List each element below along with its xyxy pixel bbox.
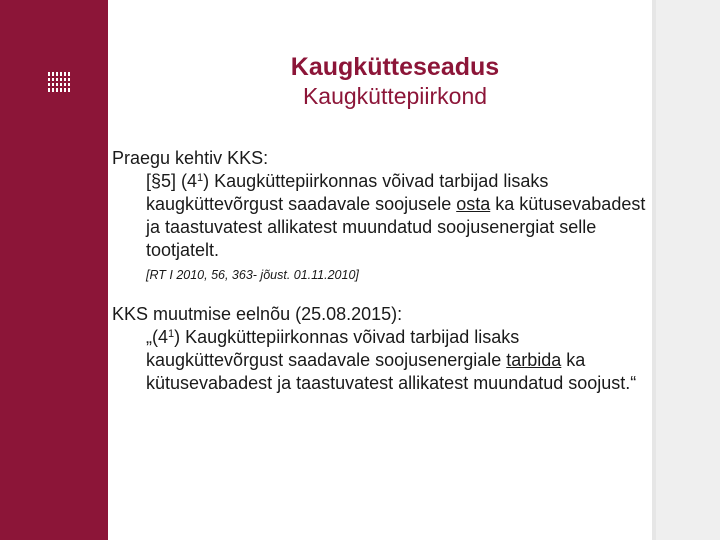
- current-law-text-part-1: ) Kaugküttepiirkonnas võivad tarbijad lisaks kaugküttevõrgust saadavale soojusele: [146, 171, 549, 214]
- draft-law-underlined-word: tarbida: [506, 350, 562, 370]
- current-law-underlined-word: osta: [456, 194, 491, 214]
- current-law-citation: [RT I 2010, 56, 363- jõust. 01.11.2010]: [146, 268, 359, 282]
- current-law-ref-superscript: 1: [197, 172, 204, 184]
- slide-content: [112, 147, 647, 395]
- section-gap: [112, 283, 647, 303]
- draft-law-ref-superscript: 1: [168, 328, 175, 340]
- draft-law-text-part-1: ) Kaugküttepiirkonnas võivad tarbijad lisaks kaugküttevõrgust saadavale soojusenergiale: [146, 327, 520, 370]
- slide-title: Kaugkütteseadus: [290, 53, 500, 81]
- current-law-text: [146, 170, 647, 262]
- current-law-heading: Praegu kehtiv KKS:: [112, 148, 269, 168]
- current-law-text-part-2: ka kütusevabadest ja taastuvatest allikatest muundatud soojusenergiat selle tootjatelt.: [146, 194, 646, 260]
- right-decorative-band: [652, 0, 720, 540]
- draft-law-text-part-2: ka kütusevabadest ja taastuvatest allikatest muundatud soojust.“: [146, 350, 637, 393]
- current-law-ref: [§5] (4: [146, 171, 198, 191]
- draft-law-ref: „(4: [146, 327, 168, 347]
- draft-law-text: [146, 326, 647, 395]
- title-block: [108, 52, 652, 110]
- university-logo-icon: [47, 70, 71, 94]
- slide-subtitle: Kaugküttepiirkond: [302, 83, 488, 109]
- left-brand-band: [0, 0, 108, 540]
- draft-law-heading: KKS muutmise eelnõu (25.08.2015):: [112, 304, 403, 324]
